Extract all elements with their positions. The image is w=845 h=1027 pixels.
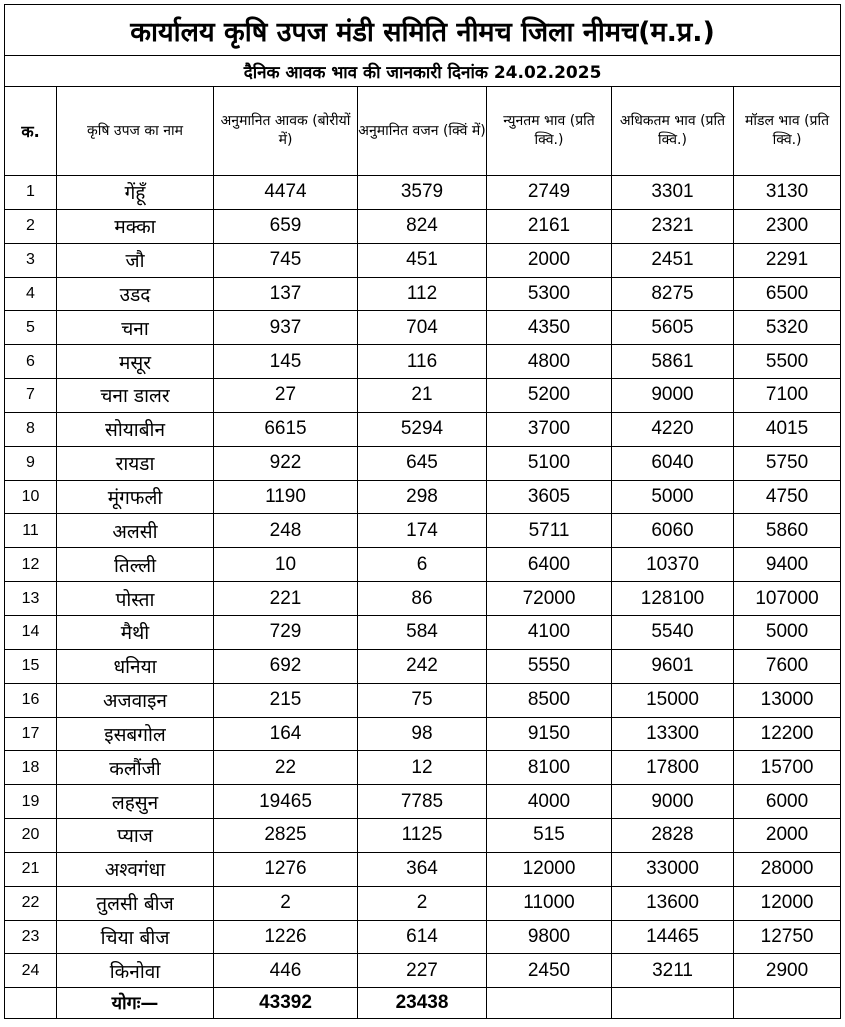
- total-empty-cell: [5, 988, 57, 1019]
- cell-crop: प्याज: [57, 819, 214, 853]
- cell-max-price: 14465: [612, 920, 734, 954]
- table-row: [5, 751, 841, 785]
- table-row: [5, 582, 841, 616]
- cell-serial: 11: [5, 514, 57, 548]
- cell-bags: 10: [214, 548, 358, 582]
- cell-weight: 21: [358, 379, 487, 413]
- cell-max-price: 3211: [612, 954, 734, 988]
- cell-max-price: 33000: [612, 852, 734, 886]
- table-row: [5, 446, 841, 480]
- cell-crop: कलौंजी: [57, 751, 214, 785]
- cell-bags: 4474: [214, 176, 358, 210]
- cell-serial: 7: [5, 379, 57, 413]
- cell-modal-price: 5750: [734, 446, 841, 480]
- cell-max-price: 13600: [612, 886, 734, 920]
- cell-modal-price: 5000: [734, 615, 841, 649]
- page-title: कार्यालय कृषि उपज मंडी समिति नीमच जिला नीमच(म.प्र.): [5, 5, 841, 56]
- cell-serial: 17: [5, 717, 57, 751]
- cell-min-price: 5100: [487, 446, 612, 480]
- cell-serial: 18: [5, 751, 57, 785]
- cell-min-price: 9800: [487, 920, 612, 954]
- cell-modal-price: 28000: [734, 852, 841, 886]
- cell-max-price: 128100: [612, 582, 734, 616]
- cell-bags: 745: [214, 243, 358, 277]
- cell-min-price: 6400: [487, 548, 612, 582]
- total-empty-cell: [734, 988, 841, 1019]
- cell-weight: 98: [358, 717, 487, 751]
- cell-min-price: 3700: [487, 412, 612, 446]
- cell-serial: 21: [5, 852, 57, 886]
- cell-bags: 937: [214, 311, 358, 345]
- cell-weight: 364: [358, 852, 487, 886]
- cell-serial: 9: [5, 446, 57, 480]
- cell-bags: 729: [214, 615, 358, 649]
- cell-modal-price: 2300: [734, 209, 841, 243]
- table-row: [5, 852, 841, 886]
- total-bags: 43392: [214, 988, 358, 1019]
- table-row: [5, 345, 841, 379]
- cell-max-price: 15000: [612, 683, 734, 717]
- cell-crop: सोयाबीन: [57, 412, 214, 446]
- cell-serial: 6: [5, 345, 57, 379]
- table-row: [5, 548, 841, 582]
- cell-modal-price: 12000: [734, 886, 841, 920]
- cell-max-price: 2321: [612, 209, 734, 243]
- cell-serial: 15: [5, 649, 57, 683]
- total-empty-cell: [612, 988, 734, 1019]
- cell-serial: 20: [5, 819, 57, 853]
- price-table: [4, 4, 841, 1019]
- cell-modal-price: 9400: [734, 548, 841, 582]
- cell-max-price: 9601: [612, 649, 734, 683]
- cell-crop: अजवाइन: [57, 683, 214, 717]
- cell-bags: 164: [214, 717, 358, 751]
- cell-crop: अश्वगंधा: [57, 852, 214, 886]
- table-row: [5, 277, 841, 311]
- total-row: [5, 988, 841, 1019]
- cell-weight: 75: [358, 683, 487, 717]
- cell-max-price: 2451: [612, 243, 734, 277]
- cell-modal-price: 12750: [734, 920, 841, 954]
- table-row: [5, 243, 841, 277]
- header-min-price: न्युनतम भाव (प्रति क्वि.): [487, 87, 612, 176]
- cell-bags: 446: [214, 954, 358, 988]
- cell-bags: 19465: [214, 785, 358, 819]
- cell-serial: 3: [5, 243, 57, 277]
- cell-crop: किनोवा: [57, 954, 214, 988]
- cell-serial: 13: [5, 582, 57, 616]
- cell-weight: 3579: [358, 176, 487, 210]
- table-row: [5, 514, 841, 548]
- cell-modal-price: 107000: [734, 582, 841, 616]
- table-header-row: [5, 87, 841, 176]
- cell-bags: 221: [214, 582, 358, 616]
- table-row: [5, 717, 841, 751]
- cell-bags: 137: [214, 277, 358, 311]
- cell-max-price: 4220: [612, 412, 734, 446]
- header-max-price: अधिकतम भाव (प्रति क्वि.): [612, 87, 734, 176]
- table-row: [5, 954, 841, 988]
- cell-bags: 1226: [214, 920, 358, 954]
- cell-modal-price: 7100: [734, 379, 841, 413]
- cell-max-price: 5861: [612, 345, 734, 379]
- table-row: [5, 176, 841, 210]
- cell-weight: 112: [358, 277, 487, 311]
- cell-weight: 116: [358, 345, 487, 379]
- cell-modal-price: 4750: [734, 480, 841, 514]
- header-crop: कृषि उपज का नाम: [57, 87, 214, 176]
- cell-serial: 22: [5, 886, 57, 920]
- cell-serial: 19: [5, 785, 57, 819]
- cell-weight: 298: [358, 480, 487, 514]
- cell-weight: 5294: [358, 412, 487, 446]
- cell-crop: चना डालर: [57, 379, 214, 413]
- cell-serial: 16: [5, 683, 57, 717]
- table-row: [5, 480, 841, 514]
- total-label: योगः—: [57, 988, 214, 1019]
- cell-serial: 23: [5, 920, 57, 954]
- table-row: [5, 311, 841, 345]
- price-report: [4, 4, 840, 1019]
- cell-max-price: 2828: [612, 819, 734, 853]
- cell-serial: 10: [5, 480, 57, 514]
- cell-crop: अलसी: [57, 514, 214, 548]
- cell-min-price: 11000: [487, 886, 612, 920]
- cell-crop: चना: [57, 311, 214, 345]
- cell-min-price: 9150: [487, 717, 612, 751]
- cell-bags: 6615: [214, 412, 358, 446]
- cell-crop: चिया बीज: [57, 920, 214, 954]
- table-row: [5, 819, 841, 853]
- cell-min-price: 4800: [487, 345, 612, 379]
- cell-min-price: 2450: [487, 954, 612, 988]
- cell-bags: 27: [214, 379, 358, 413]
- cell-modal-price: 12200: [734, 717, 841, 751]
- cell-min-price: 2000: [487, 243, 612, 277]
- cell-min-price: 4000: [487, 785, 612, 819]
- cell-bags: 1276: [214, 852, 358, 886]
- cell-modal-price: 7600: [734, 649, 841, 683]
- cell-serial: 8: [5, 412, 57, 446]
- cell-crop: तुलसी बीज: [57, 886, 214, 920]
- cell-bags: 22: [214, 751, 358, 785]
- cell-modal-price: 13000: [734, 683, 841, 717]
- cell-min-price: 515: [487, 819, 612, 853]
- cell-crop: मैथी: [57, 615, 214, 649]
- report-subtitle: दैनिक आवक भाव की जानकारी दिनांक 24.02.2025: [5, 56, 841, 87]
- cell-weight: 704: [358, 311, 487, 345]
- cell-min-price: 3605: [487, 480, 612, 514]
- cell-max-price: 9000: [612, 785, 734, 819]
- cell-weight: 1125: [358, 819, 487, 853]
- cell-weight: 12: [358, 751, 487, 785]
- cell-modal-price: 2291: [734, 243, 841, 277]
- cell-crop: मूंगफली: [57, 480, 214, 514]
- cell-min-price: 12000: [487, 852, 612, 886]
- cell-serial: 24: [5, 954, 57, 988]
- cell-serial: 1: [5, 176, 57, 210]
- cell-weight: 174: [358, 514, 487, 548]
- table-body: [5, 176, 841, 988]
- cell-crop: मक्का: [57, 209, 214, 243]
- cell-modal-price: 2000: [734, 819, 841, 853]
- cell-serial: 14: [5, 615, 57, 649]
- cell-min-price: 5200: [487, 379, 612, 413]
- cell-max-price: 8275: [612, 277, 734, 311]
- cell-bags: 1190: [214, 480, 358, 514]
- cell-modal-price: 6500: [734, 277, 841, 311]
- header-serial: क.: [5, 87, 57, 176]
- cell-max-price: 6060: [612, 514, 734, 548]
- cell-crop: रायडा: [57, 446, 214, 480]
- cell-modal-price: 3130: [734, 176, 841, 210]
- cell-bags: 248: [214, 514, 358, 548]
- cell-bags: 2825: [214, 819, 358, 853]
- cell-max-price: 5605: [612, 311, 734, 345]
- cell-crop: तिल्ली: [57, 548, 214, 582]
- cell-max-price: 10370: [612, 548, 734, 582]
- table-row: [5, 379, 841, 413]
- cell-serial: 4: [5, 277, 57, 311]
- cell-weight: 614: [358, 920, 487, 954]
- cell-max-price: 13300: [612, 717, 734, 751]
- cell-crop: गेंहूँ: [57, 176, 214, 210]
- header-arrival-bags: अनुमानित आवक (बोरीयों में): [214, 87, 358, 176]
- table-row: [5, 886, 841, 920]
- cell-weight: 86: [358, 582, 487, 616]
- cell-min-price: 4100: [487, 615, 612, 649]
- table-row: [5, 615, 841, 649]
- cell-modal-price: 5500: [734, 345, 841, 379]
- cell-weight: 645: [358, 446, 487, 480]
- cell-crop: लहसुन: [57, 785, 214, 819]
- header-weight: अनुमानित वजन (क्विं में): [358, 87, 487, 176]
- cell-weight: 584: [358, 615, 487, 649]
- total-weight: 23438: [358, 988, 487, 1019]
- cell-modal-price: 2900: [734, 954, 841, 988]
- total-empty-cell: [487, 988, 612, 1019]
- cell-weight: 242: [358, 649, 487, 683]
- cell-min-price: 4350: [487, 311, 612, 345]
- cell-max-price: 6040: [612, 446, 734, 480]
- cell-bags: 659: [214, 209, 358, 243]
- cell-serial: 12: [5, 548, 57, 582]
- cell-modal-price: 5860: [734, 514, 841, 548]
- table-row: [5, 785, 841, 819]
- cell-weight: 824: [358, 209, 487, 243]
- cell-modal-price: 4015: [734, 412, 841, 446]
- cell-bags: 922: [214, 446, 358, 480]
- table-row: [5, 412, 841, 446]
- cell-min-price: 8100: [487, 751, 612, 785]
- cell-weight: 2: [358, 886, 487, 920]
- cell-min-price: 2749: [487, 176, 612, 210]
- cell-min-price: 5550: [487, 649, 612, 683]
- cell-bags: 2: [214, 886, 358, 920]
- cell-crop: पोस्ता: [57, 582, 214, 616]
- cell-bags: 692: [214, 649, 358, 683]
- cell-bags: 215: [214, 683, 358, 717]
- cell-modal-price: 5320: [734, 311, 841, 345]
- cell-min-price: 5711: [487, 514, 612, 548]
- cell-max-price: 5000: [612, 480, 734, 514]
- cell-serial: 2: [5, 209, 57, 243]
- table-row: [5, 209, 841, 243]
- table-row: [5, 920, 841, 954]
- cell-max-price: 9000: [612, 379, 734, 413]
- cell-crop: मसूर: [57, 345, 214, 379]
- cell-weight: 451: [358, 243, 487, 277]
- cell-min-price: 8500: [487, 683, 612, 717]
- cell-serial: 5: [5, 311, 57, 345]
- cell-bags: 145: [214, 345, 358, 379]
- cell-max-price: 3301: [612, 176, 734, 210]
- cell-crop: उडद: [57, 277, 214, 311]
- header-modal-price: मॉडल भाव (प्रति क्वि.): [734, 87, 841, 176]
- cell-crop: इसबगोल: [57, 717, 214, 751]
- cell-min-price: 5300: [487, 277, 612, 311]
- cell-weight: 7785: [358, 785, 487, 819]
- cell-weight: 227: [358, 954, 487, 988]
- cell-crop: जौ: [57, 243, 214, 277]
- cell-crop: धनिया: [57, 649, 214, 683]
- cell-modal-price: 6000: [734, 785, 841, 819]
- cell-min-price: 72000: [487, 582, 612, 616]
- cell-max-price: 17800: [612, 751, 734, 785]
- cell-modal-price: 15700: [734, 751, 841, 785]
- table-row: [5, 683, 841, 717]
- cell-weight: 6: [358, 548, 487, 582]
- cell-max-price: 5540: [612, 615, 734, 649]
- table-row: [5, 649, 841, 683]
- cell-min-price: 2161: [487, 209, 612, 243]
